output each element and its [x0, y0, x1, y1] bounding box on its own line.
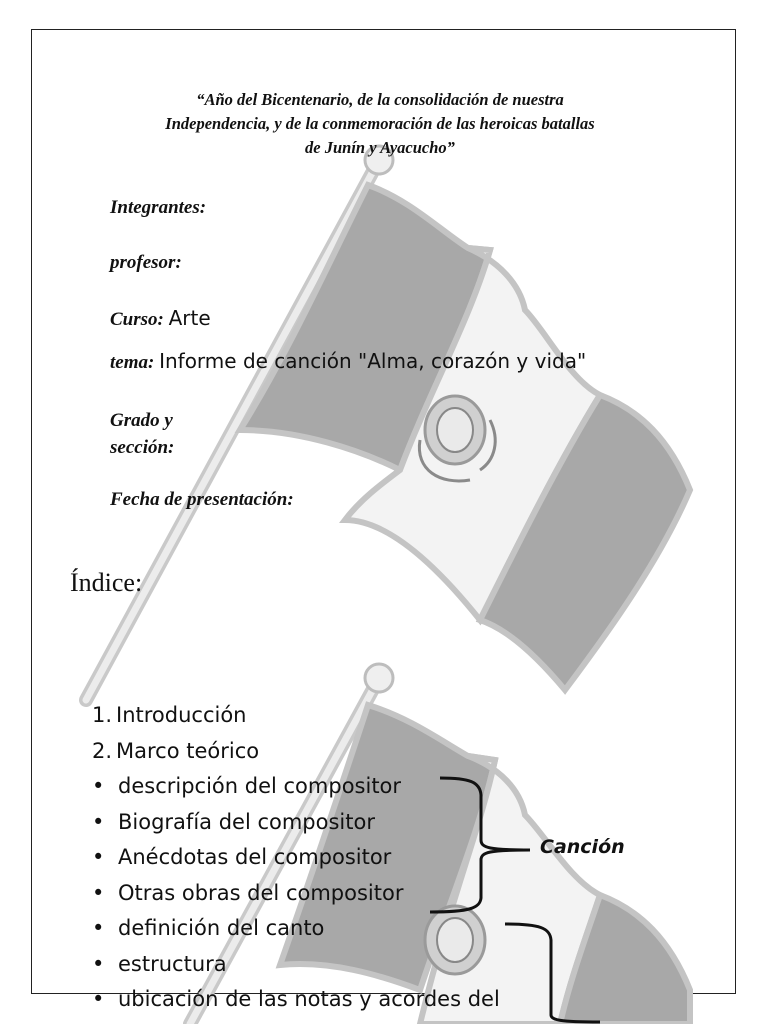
bullet-icon: • — [92, 774, 105, 798]
list-item — [92, 734, 500, 770]
bullet-icon: • — [92, 809, 105, 834]
item-text: ubicación de las notas y acordes del — [118, 987, 500, 1011]
bullet-icon: • — [92, 845, 105, 869]
list-item — [92, 840, 500, 876]
list-item — [92, 911, 500, 947]
curso-label: Curso: — [110, 309, 164, 330]
tema-label: tema: — [110, 352, 155, 373]
item-text: Introducción — [116, 703, 247, 727]
list-item — [92, 947, 500, 983]
item-text: Otras obras del compositor — [118, 880, 404, 905]
list-item — [92, 982, 500, 1018]
item-text: descripción del compositor — [118, 774, 402, 798]
bullet-icon: • — [92, 951, 105, 976]
profesor-label: profesor: — [110, 252, 182, 273]
motto — [95, 88, 665, 160]
list-item — [92, 876, 500, 912]
list-item — [92, 698, 500, 734]
integrantes-label: Integrantes: — [110, 197, 207, 218]
field-tema — [110, 349, 586, 374]
grado-label-line-2: sección: — [110, 437, 175, 458]
grado-label-line-1: Grado y — [110, 410, 173, 431]
field-integrantes — [110, 197, 206, 219]
item-text: Anécdotas del compositor — [118, 845, 392, 869]
index-title: Índice: — [70, 568, 143, 597]
item-number: 2. — [92, 738, 113, 763]
field-profesor — [110, 252, 182, 274]
curso-value: Arte — [168, 306, 211, 330]
list-item — [92, 805, 500, 841]
field-curso — [110, 306, 211, 331]
item-text: definición del canto — [118, 916, 325, 940]
item-text: estructura — [118, 951, 227, 976]
bullet-icon: • — [92, 987, 105, 1011]
field-grado — [110, 407, 174, 461]
tema-value: Informe de canción "Alma, corazón y vida" — [159, 349, 587, 373]
item-text: Biografía del compositor — [118, 809, 375, 834]
item-number: 1. — [92, 703, 113, 727]
list-item — [92, 769, 500, 805]
field-fecha — [110, 489, 294, 511]
motto-line-1: “Año del Bicentenario, de la consolidación de nuestra — [196, 90, 564, 109]
bullet-icon: • — [92, 916, 105, 940]
item-text: Marco teórico — [116, 738, 260, 763]
motto-line-2: Independencia, y de la conmemoración de las heroicas batallas — [165, 114, 595, 133]
bullet-icon: • — [92, 880, 105, 905]
table-of-contents — [92, 698, 500, 1018]
upper-flag — [86, 146, 690, 700]
motto-line-3: de Junín y Ayacucho” — [305, 138, 455, 157]
fecha-label: Fecha de presentación: — [110, 489, 294, 510]
brace-label-cancion: Canción — [540, 836, 625, 858]
